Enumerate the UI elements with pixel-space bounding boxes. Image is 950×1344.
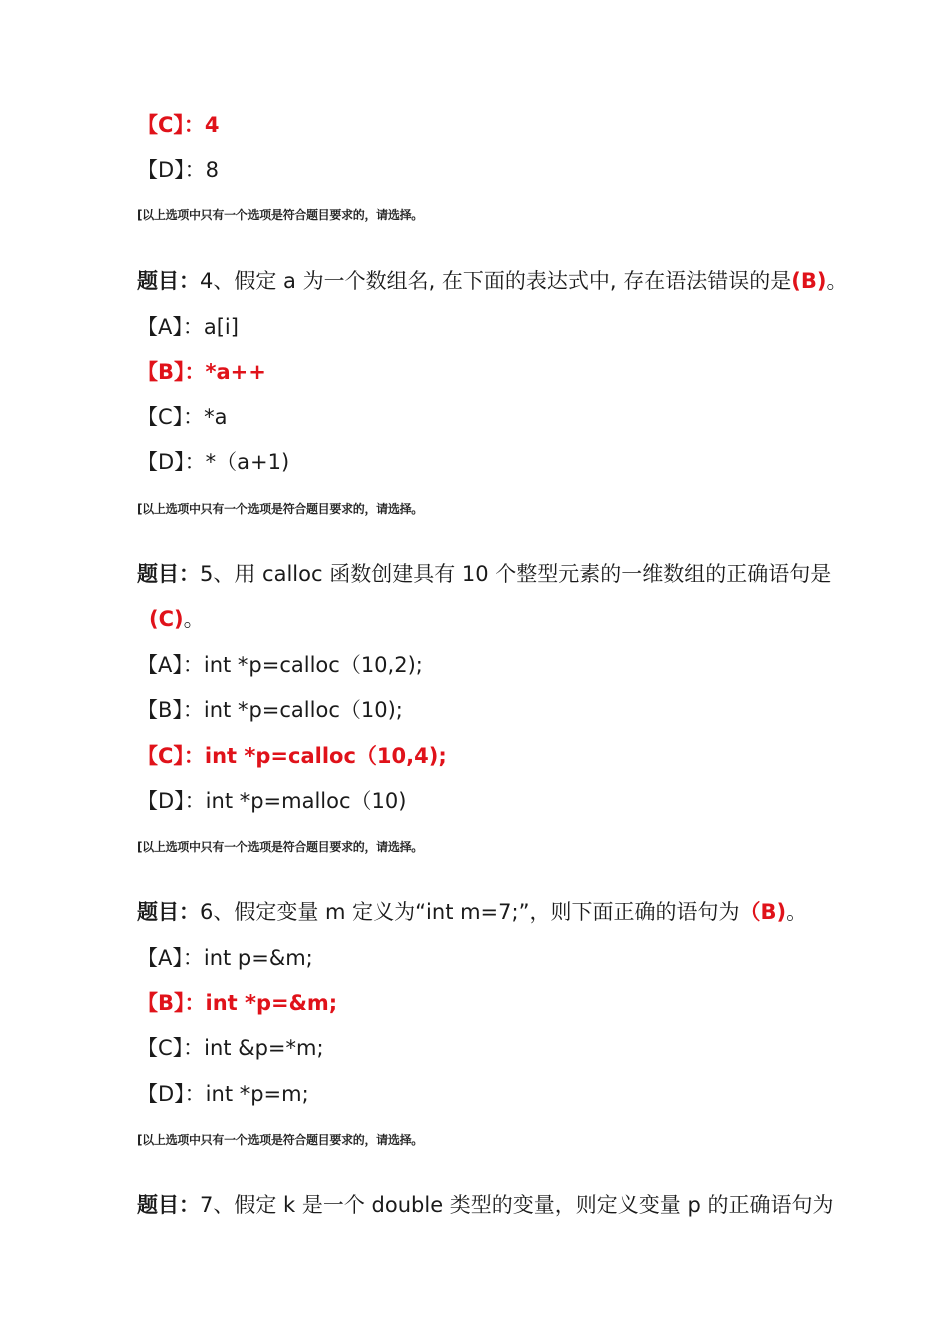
q5-option-d: 【D】：int *p=malloc（10) — [137, 789, 407, 813]
q4-answer: (B) — [791, 269, 827, 293]
q6-end: 。 — [786, 900, 808, 924]
q6-instruction-note: [以上选项中只有一个选项是符合题目要求的，请选择。 — [137, 1133, 423, 1147]
q7-stem — [137, 1191, 833, 1219]
q6-option-b-correct: 【B】：int *p=&m; — [137, 991, 338, 1015]
q6-option-d: 【D】：int *p=m; — [137, 1082, 309, 1106]
q5-option-a: 【A】：int *p=calloc（10,2); — [137, 653, 423, 677]
q4-option-b-correct: 【B】：*a++ — [137, 360, 266, 384]
q5-option-c-correct: 【C】：int *p=calloc（10,4); — [137, 744, 447, 768]
q5-stem-cont — [149, 605, 205, 633]
q4-option-d: 【D】：*（a+1) — [137, 450, 290, 474]
q3-instruction-note: [以上选项中只有一个选项是符合题目要求的，请选择。 — [137, 208, 423, 222]
q4-text: 4、假定 a 为一个数组名, 在下面的表达式中, 存在语法错误的是 — [200, 269, 792, 293]
q5-answer: (C) — [149, 607, 184, 631]
q5-instruction-note: [以上选项中只有一个选项是符合题目要求的，请选择。 — [137, 840, 423, 854]
q6-answer: （B) — [739, 900, 787, 924]
q6-option-c: 【C】：int &p=*m; — [137, 1036, 324, 1060]
q5-option-b: 【B】：int *p=calloc（10); — [137, 698, 403, 722]
q7-label: 题目： — [137, 1193, 200, 1217]
q5-stem — [137, 560, 831, 588]
q6-option-a: 【A】：int p=&m; — [137, 946, 313, 970]
q6-text: 6、假定变量 m 定义为“int m=7;”，则下面正确的语句为 — [200, 900, 740, 924]
q4-stem — [137, 267, 847, 295]
q3-option-d: 【D】：8 — [137, 158, 220, 182]
q5-text: 5、用 calloc 函数创建具有 10 个整型元素的一维数组的正确语句是 — [200, 562, 832, 586]
q4-end: 。 — [826, 269, 848, 293]
q5-end: 。 — [183, 607, 205, 631]
q3-option-c-correct: 【C】：4 — [137, 113, 220, 137]
q6-stem — [137, 898, 807, 926]
q4-instruction-note: [以上选项中只有一个选项是符合题目要求的，请选择。 — [137, 502, 423, 516]
q6-label: 题目： — [137, 900, 200, 924]
q7-text: 7、假定 k 是一个 double 类型的变量，则定义变量 p 的正确语句为 — [200, 1193, 834, 1217]
q4-label: 题目： — [137, 269, 200, 293]
q4-option-c: 【C】：*a — [137, 405, 228, 429]
q5-label: 题目： — [137, 562, 200, 586]
q4-option-a: 【A】：a[i] — [137, 315, 239, 339]
